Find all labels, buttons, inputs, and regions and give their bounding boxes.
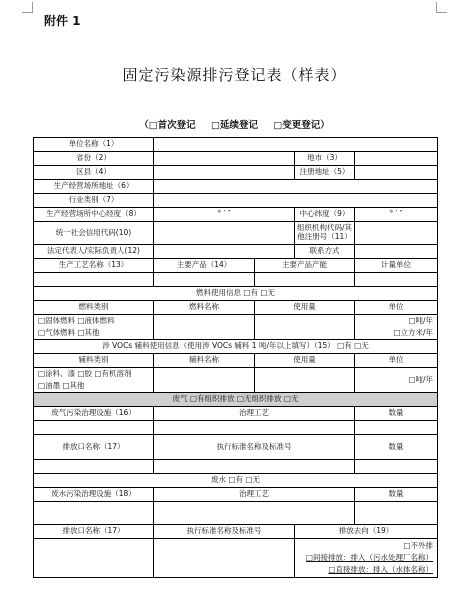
unit-m3-option[interactable]: □立方米/年 (393, 328, 433, 337)
aux-type-option-line[interactable]: □油墨 □其他 (38, 381, 85, 390)
page-title: 固定污染源排污登记表（样表） (122, 66, 347, 84)
table-row (34, 180, 438, 194)
reg-address-label: 注册地址（5） (295, 166, 355, 180)
table-row (34, 273, 438, 287)
fuel-type-header: 燃料类别 (34, 301, 154, 315)
fuel-type-options[interactable] (34, 315, 154, 340)
unit-name-label: 单位名称（1） (34, 138, 154, 152)
renewal-registration-option[interactable]: □延续登记 (211, 120, 258, 131)
main-product-field[interactable] (154, 273, 255, 287)
table-row (34, 474, 438, 488)
indirect-discharge-option[interactable]: □间接排放：排入（污水处理厂名称） (305, 553, 433, 562)
longitude-field[interactable]: ° ′ ″ (154, 208, 295, 222)
voc-info-row[interactable]: 涉 VOCs 辅料使用信息（使用涉 VOCs 辅料 1 吨/年以上填写）（15） □有 □无 (34, 340, 438, 354)
registration-form-table (33, 137, 438, 578)
aux-type-option-line[interactable]: □涂料、漆 □胶 □有机溶剂 (38, 369, 132, 378)
unit-name-field[interactable] (154, 138, 438, 152)
table-row (34, 208, 438, 222)
process-name-header: 生产工艺名称（13） (34, 259, 154, 273)
unit-ton-option[interactable]: □吨/年 (408, 316, 433, 325)
attachment-label: 附件 1 (44, 14, 81, 28)
gas-treatment-header: 治理工艺 (154, 407, 355, 421)
discharge-direction-options[interactable] (295, 539, 438, 578)
gas-quantity-field[interactable] (355, 421, 438, 435)
table-row (34, 539, 438, 578)
credit-code-label: 统一社会信用代码(10) (34, 222, 154, 245)
table-row (34, 287, 438, 301)
aux-type-options[interactable] (34, 368, 154, 393)
fuel-unit-options[interactable] (355, 315, 438, 340)
table-row (34, 194, 438, 208)
gas-facility-header: 废气污染治理设施（16） (34, 407, 154, 421)
table-row (34, 315, 438, 340)
industry-field[interactable] (154, 194, 438, 208)
table-row (34, 393, 438, 407)
city-field[interactable] (355, 152, 438, 166)
district-label: 区县（4） (34, 166, 154, 180)
province-label: 省份（2） (34, 152, 154, 166)
outlet-quantity-header: 数量 (355, 435, 438, 460)
table-row (34, 245, 438, 259)
water-standard-header: 执行标准名称及标准号 (154, 525, 295, 539)
unit-header: 计量单位 (355, 259, 438, 273)
page-corner-mark (22, 2, 33, 13)
table-row (34, 488, 438, 502)
water-treatment-header: 治理工艺 (154, 488, 355, 502)
industry-label: 行业类别（7） (34, 194, 154, 208)
fuel-name-header: 燃料名称 (154, 301, 255, 315)
aux-unit-field[interactable]: □吨/年 (355, 368, 438, 393)
table-row (34, 435, 438, 460)
table-row (34, 368, 438, 393)
main-capacity-header: 主要产品产能 (255, 259, 355, 273)
table-row (34, 340, 438, 354)
water-outlet-field[interactable] (34, 539, 154, 578)
table-row (34, 301, 438, 315)
exhaust-gas-row[interactable]: 废气 □有组织排放 □无组织排放 □无 (34, 393, 438, 407)
legal-rep-label: 法定代表人/实际负责人(12) (34, 245, 154, 259)
water-treatment-field[interactable] (154, 502, 355, 525)
site-address-label: 生产经营场所地址（6） (34, 180, 154, 194)
water-outlet-header: 排放口名称（17） (34, 525, 154, 539)
water-standard-field[interactable] (154, 539, 295, 578)
gas-facility-field[interactable] (34, 421, 154, 435)
legal-rep-field[interactable] (154, 245, 295, 259)
table-row (34, 354, 438, 368)
table-row (34, 166, 438, 180)
gas-standard-header: 执行标准名称及标准号 (154, 435, 355, 460)
change-registration-option[interactable]: □变更登记） (273, 120, 330, 131)
district-field[interactable] (154, 166, 295, 180)
org-code-label: 组织机构代码/其他注册号（11） (295, 222, 355, 245)
fuel-usage-field[interactable] (255, 315, 355, 340)
table-row (34, 259, 438, 273)
fuel-usage-header: 使用量 (255, 301, 355, 315)
credit-code-field[interactable] (154, 222, 295, 245)
aux-usage-field[interactable] (255, 368, 355, 393)
outlet-quantity-field[interactable] (355, 460, 438, 474)
table-row (34, 152, 438, 166)
org-code-field[interactable] (355, 222, 438, 245)
main-product-header: 主要产品（14） (154, 259, 255, 273)
contact-label: 联系方式 (295, 245, 355, 259)
contact-field[interactable] (355, 245, 438, 259)
aux-name-header: 辅料名称 (154, 354, 255, 368)
table-row (34, 222, 438, 245)
latitude-label: 中心纬度（9） (295, 208, 355, 222)
process-name-field[interactable] (34, 273, 154, 287)
fuel-type-option-line[interactable]: □气体燃料 □其他 (38, 328, 100, 337)
no-discharge-option[interactable]: □不外排 (403, 541, 433, 550)
outlet-name-header: 排放口名称（17） (34, 435, 154, 460)
water-quantity-field[interactable] (355, 502, 438, 525)
first-registration-option[interactable]: （□首次登记 (139, 120, 196, 131)
gas-quantity-header: 数量 (355, 407, 438, 421)
table-row (34, 421, 438, 435)
main-capacity-field[interactable] (255, 273, 355, 287)
unit-field[interactable] (355, 273, 438, 287)
table-row (34, 502, 438, 525)
table-row (34, 138, 438, 152)
gas-standard-field[interactable] (154, 460, 355, 474)
city-label: 地市（3） (295, 152, 355, 166)
table-row (34, 525, 438, 539)
fuel-type-option-line[interactable]: □固体燃料 □液体燃料 (38, 316, 115, 325)
water-facility-field[interactable] (34, 502, 154, 525)
water-facility-header: 废水污染治理设施（18） (34, 488, 154, 502)
reg-address-field[interactable] (355, 166, 438, 180)
table-row (34, 407, 438, 421)
registration-type-options (0, 117, 469, 131)
aux-unit-header: 单位 (355, 354, 438, 368)
direct-discharge-option[interactable]: □直接排放：排入（水体名称） (328, 565, 433, 574)
page-corner-mark (436, 2, 447, 13)
outlet-name-field[interactable] (34, 460, 154, 474)
province-field[interactable] (154, 152, 295, 166)
aux-name-field[interactable] (154, 368, 255, 393)
latitude-field[interactable]: ° ′ ″ (355, 208, 438, 222)
longitude-label: 生产经营场所中心经度（8） (34, 208, 154, 222)
fuel-name-field[interactable] (154, 315, 255, 340)
gas-treatment-field[interactable] (154, 421, 355, 435)
waste-water-row[interactable]: 废水 □有 □无 (34, 474, 438, 488)
fuel-info-row[interactable]: 燃料使用信息 □有 □无 (34, 287, 438, 301)
fuel-unit-header: 单位 (355, 301, 438, 315)
direction-header: 排放去向（19） (295, 525, 438, 539)
site-address-field[interactable] (154, 180, 438, 194)
aux-type-header: 辅料类别 (34, 354, 154, 368)
aux-usage-header: 使用量 (255, 354, 355, 368)
water-quantity-header: 数量 (355, 488, 438, 502)
table-row (34, 460, 438, 474)
